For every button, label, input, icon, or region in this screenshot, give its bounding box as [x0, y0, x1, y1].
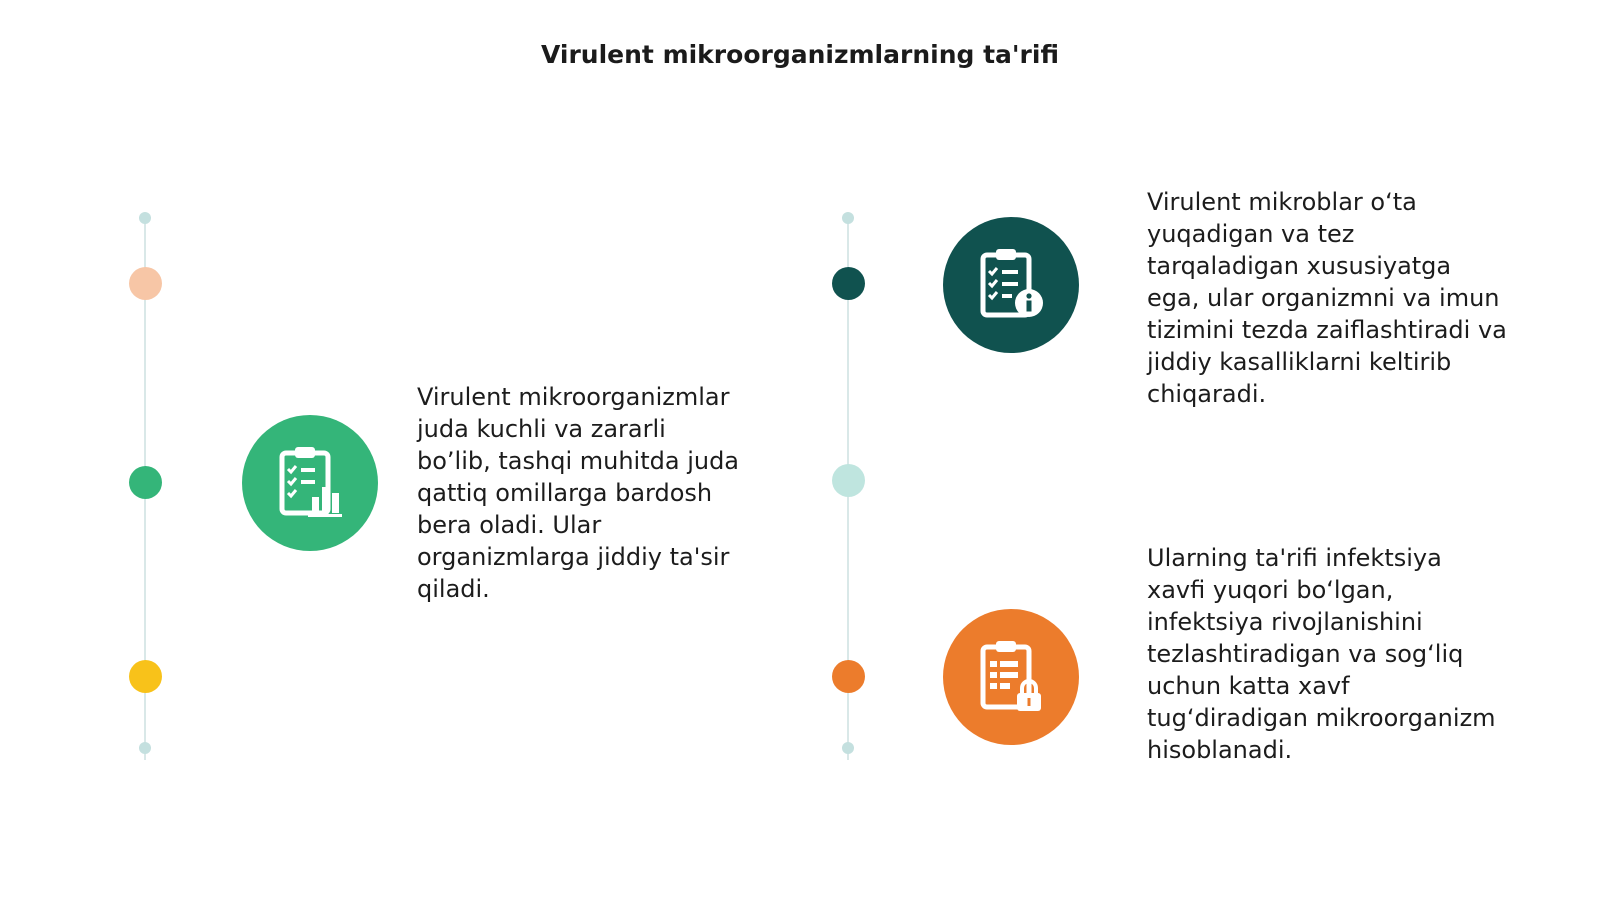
timeline-dot-peach [129, 267, 162, 300]
timeline-dot-mint [832, 464, 865, 497]
clipboard-chart-icon [268, 441, 352, 525]
timeline-end-dot [139, 212, 151, 224]
timeline-dot-orange [832, 660, 865, 693]
left-timeline [135, 210, 155, 770]
timeline-dot-green [129, 466, 162, 499]
clipboard-lock-badge [943, 609, 1079, 745]
item-text: Virulent mikroblar o‘ta yuqadigan va tez tarqaladigan xususiyatga ega, ular organizmni va imun tizimini tezda zaiflashtiradi va jiddiy kasalliklarni keltirib chiqaradi. [1147, 188, 1507, 408]
timeline-end-dot [842, 212, 854, 224]
clipboard-lock-icon [969, 635, 1053, 719]
right-timeline [838, 210, 858, 770]
clipboard-chart-badge [242, 415, 378, 551]
timeline-end-dot [842, 742, 854, 754]
page-title: Virulent mikroorganizmlarning ta'rifi [540, 40, 1059, 69]
item-text: Virulent mikroorganizmlar juda kuchli va zararli bo’lib, tashqi muhitda juda qattiq omillarga bardosh bera oladi. Ular organizmlarga jiddiy ta'sir qiladi. [417, 383, 740, 603]
item-text: Ularning ta'rifi infektsiya xavfi yuqori bo‘lgan, infektsiya rivojlanishini tezlashtiradigan va sog‘liq uchun katta xavf tug‘diradigan mikroorganizm hisoblanadi. [1147, 544, 1496, 764]
clipboard-info-badge [943, 217, 1079, 353]
clipboard-info-icon [969, 243, 1053, 327]
timeline-end-dot [139, 742, 151, 754]
timeline-dot-yellow [129, 660, 162, 693]
timeline-dot-teal [832, 267, 865, 300]
